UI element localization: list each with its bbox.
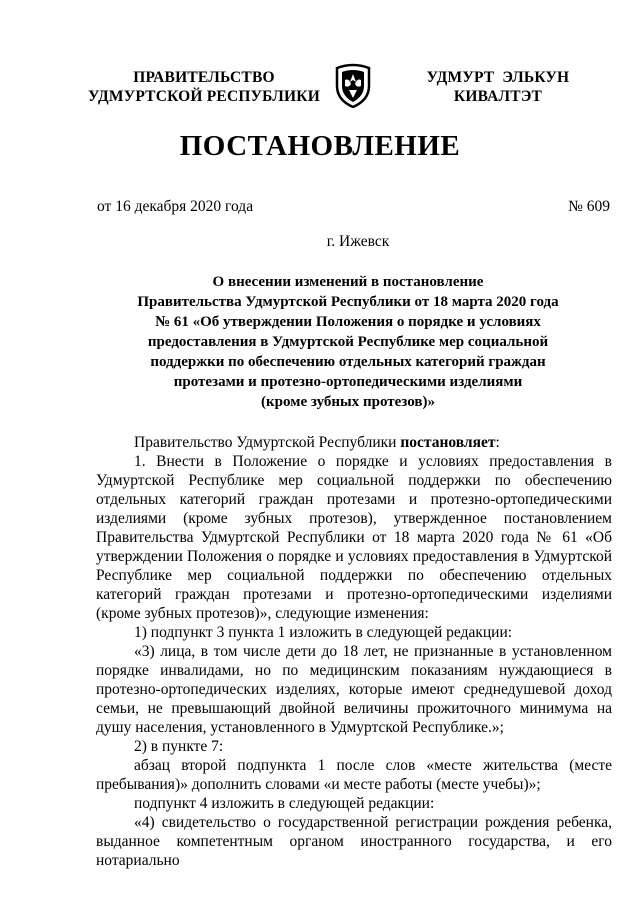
document-number: № 609 xyxy=(568,198,610,215)
subject-line: (кроме зубных протезов)» xyxy=(261,394,435,410)
body-paragraph: абзац второй подпункта 1 после слов «месте жительства (месте пребывания)» дополнить словами «и месте работы (месте учебы)»; xyxy=(96,757,612,793)
body-paragraph: 1. Внести в Положение о порядке и условиях предоставления в Удмуртской Республике мер социальной поддержки по обеспечению отдельных категорий граждан протезами и протезно-ортопедическими изделиями (кроме зубных протезов), утвержденное постановлением Правительства Удмуртской Республики от 18 марта 2020 года № 61 «Об утверждении Положения о порядке и условиях предоставления в Удмуртской Республике мер социальной поддержки по обеспечению отдельных категорий граждан протезами и протезно-ортопедическими изделиями (кроме зубных протезов)», следующие изменения: xyxy=(96,453,612,622)
subject-line: № 61 «Об утверждении Положения о порядке и условиях xyxy=(155,314,541,330)
coat-of-arms-icon xyxy=(333,62,373,108)
document-subject xyxy=(118,272,578,412)
header-right-line1: УДМУРТ ЭЛЬКУН xyxy=(426,69,570,86)
government-name-udmurt xyxy=(398,68,598,106)
body-paragraph: «3) лица, в том числе дети до 18 лет, не признанные в установленном порядке инвалидами, но по медицинским показаниям нуждающиеся в протезно-ортопедических изделиях, которые имеют среднедушевой доход семьи, не превышающий двойной величины прожиточного минимума на душу населения, установленного в Удмуртской Республике.»; xyxy=(96,643,612,736)
intro-bold: постановляет xyxy=(400,434,496,451)
subject-line: протезами и протезно-ортопедическими изделиями xyxy=(173,374,523,390)
subject-line: поддержки по обеспечению отдельных категорий граждан xyxy=(150,354,546,370)
intro-paragraph xyxy=(96,433,612,452)
subject-line: Правительства Удмуртской Республики от 18 марта 2020 года xyxy=(137,294,559,310)
body-paragraph: подпункт 4 изложить в следующей редакции: xyxy=(134,795,435,812)
body-paragraph: 2) в пункте 7: xyxy=(134,738,224,755)
body-paragraph: «4) свидетельство о государственной регистрации рождения ребенка, выданное компетентным органом иностранного государства, и его нотариально xyxy=(96,814,612,869)
header-left-line2: УДМУРТСКОЙ РЕСПУБЛИКИ xyxy=(88,88,320,105)
subject-line: предоставления в Удмуртской Республике мер социальной xyxy=(147,334,549,350)
document-body xyxy=(96,433,612,870)
intro-end: : xyxy=(495,434,500,451)
header-left-line1: ПРАВИТЕЛЬСТВО xyxy=(133,69,275,86)
header-right-line2: КИВАЛТЭТ xyxy=(453,88,543,105)
subject-line: О внесении изменений в постановление xyxy=(212,274,484,290)
body-paragraph: 1) подпункт 3 пункта 1 изложить в следующей редакции: xyxy=(134,624,513,641)
document-title: ПОСТАНОВЛЕНИЕ xyxy=(179,130,461,162)
government-name-russian xyxy=(84,68,324,106)
intro-text: Правительство Удмуртской Республики xyxy=(134,434,401,451)
document-date: от 16 декабря 2020 года xyxy=(97,198,254,215)
document-city: г. Ижевск xyxy=(326,233,390,250)
